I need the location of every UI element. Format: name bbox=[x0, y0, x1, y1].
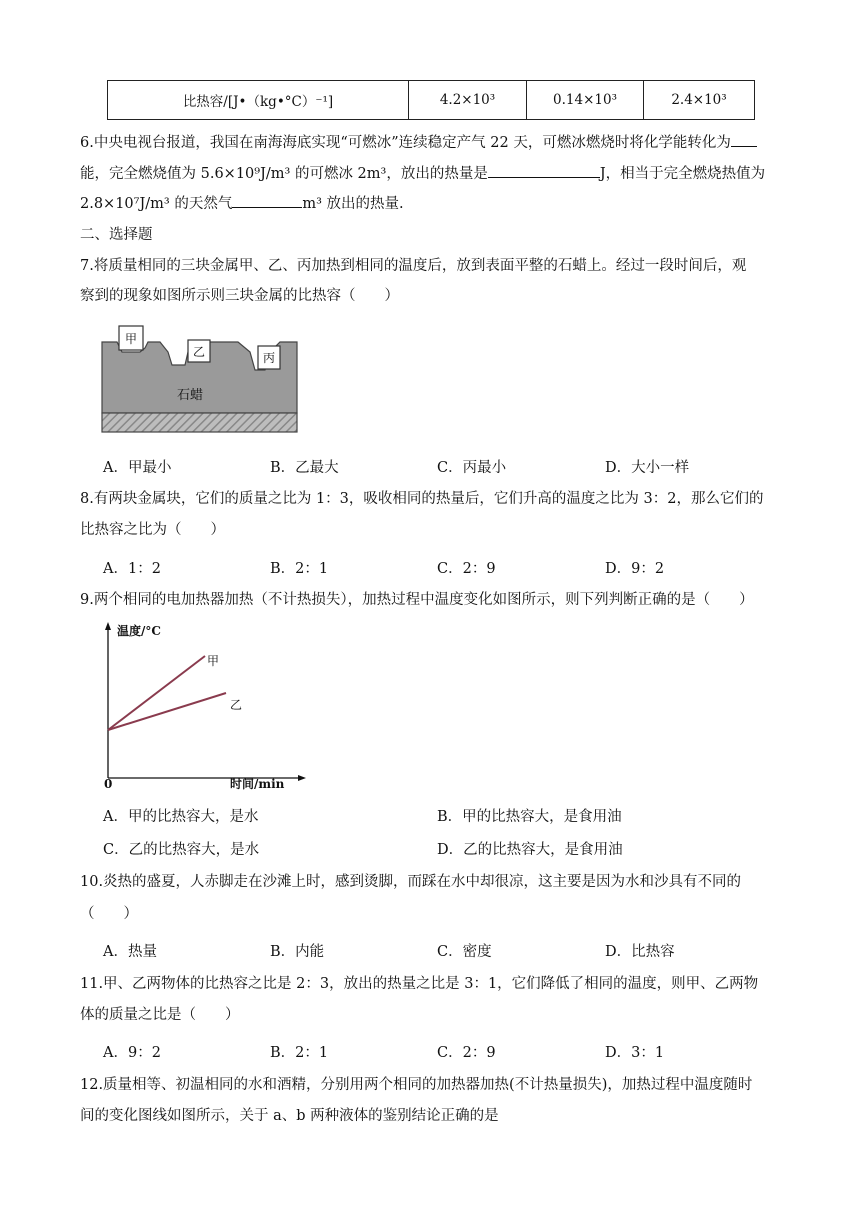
table-cell: 0.14×10³ bbox=[527, 81, 644, 120]
table-cell: 4.2×10³ bbox=[409, 81, 527, 120]
question-11-line-2: 体的质量之比是（ ） bbox=[80, 1007, 240, 1023]
label-jia: 甲 bbox=[124, 332, 138, 346]
temperature-graph bbox=[95, 618, 310, 793]
section-heading: 二、选择题 bbox=[80, 227, 153, 243]
y-axis-label: 温度/°C bbox=[117, 624, 161, 638]
label-yi: 乙 bbox=[192, 345, 206, 359]
origin-label: 0 bbox=[104, 777, 113, 791]
option-a: A．1：2 bbox=[103, 561, 161, 577]
base-hatch bbox=[102, 413, 297, 432]
option-c: C．密度 bbox=[437, 944, 492, 960]
question-8-line-2: 比热容之比为（ ） bbox=[80, 522, 225, 538]
option-b: B．2：1 bbox=[270, 1045, 329, 1061]
option-d: D．大小一样 bbox=[605, 460, 690, 476]
x-axis-arrow bbox=[298, 775, 306, 781]
option-a: A．9：2 bbox=[103, 1045, 161, 1061]
blank bbox=[731, 132, 757, 147]
option-b: B．乙最大 bbox=[270, 460, 339, 476]
y-axis-arrow bbox=[105, 622, 111, 630]
question-12-line-2: 间的变化图线如图所示，关于 a、b 两种液体的鉴别结论正确的是 bbox=[80, 1108, 499, 1124]
option-c: C．2：9 bbox=[437, 561, 496, 577]
question-9-line-1: 9.两个相同的电加热器加热（不计热损失），加热过程中温度变化如图所示，则下列判断正确的是（ ） bbox=[80, 592, 754, 608]
option-a: A．热量 bbox=[103, 944, 157, 960]
label-wax: 石蜡 bbox=[176, 388, 204, 403]
wax-figure bbox=[100, 320, 300, 435]
label-jia: 甲 bbox=[207, 654, 220, 668]
question-12-line-1: 12.质量相等、初温相同的水和酒精，分别用两个相同的加热器加热(不计热量损失)，加热过程中温度随时 bbox=[80, 1077, 753, 1093]
line-yi bbox=[108, 693, 226, 730]
blank bbox=[232, 193, 302, 208]
label-bing: 丙 bbox=[262, 351, 276, 365]
option-c: C．乙的比热容大，是水 bbox=[103, 842, 260, 858]
question-10-line-2: （ ） bbox=[80, 906, 138, 922]
option-d: D．9：2 bbox=[605, 561, 665, 577]
option-a: A．甲的比热容大，是水 bbox=[103, 809, 259, 825]
option-b: B．内能 bbox=[270, 944, 325, 960]
question-11-line-1: 11.甲、乙两物体的比热容之比是 2：3，放出的热量之比是 3：1，它们降低了相同的温度，则甲、乙两物 bbox=[80, 976, 759, 992]
option-d: D．乙的比热容大，是食用油 bbox=[437, 842, 623, 858]
question-6-line-3: 2.8×10⁷J/m³ 的天然气 m³ 放出的热量. bbox=[80, 193, 404, 215]
option-c: C．丙最小 bbox=[437, 460, 507, 476]
label-yi: 乙 bbox=[230, 698, 243, 712]
option-b: B．2：1 bbox=[270, 561, 329, 577]
question-8-line-1: 8.有两块金属块，它们的质量之比为 1：3，吸收相同的热量后，它们升高的温度之比为 3：2，那么它们的 bbox=[80, 491, 764, 507]
table-cell: 2.4×10³ bbox=[644, 81, 755, 120]
specific-heat-table bbox=[107, 80, 755, 120]
option-d: D．3：1 bbox=[605, 1045, 665, 1061]
option-c: C．2：9 bbox=[437, 1045, 496, 1061]
table-label: 比热容/[J•（kg•°C）⁻¹] bbox=[108, 81, 409, 120]
question-6-line-2: 能，完全燃烧值为 5.6×10⁹J/m³ 的可燃冰 2m³，放出的热量是 J，相当于完全燃烧热值为 bbox=[80, 163, 765, 185]
question-7-line-1: 7.将质量相同的三块金属甲、乙、丙加热到相同的温度后，放到表面平整的石蜡上。经过一段时间后，观 bbox=[80, 258, 747, 274]
blank bbox=[488, 163, 600, 178]
line-jia bbox=[108, 656, 205, 730]
option-b: B．甲的比热容大，是食用油 bbox=[437, 809, 622, 825]
x-axis-label: 时间/min bbox=[230, 777, 285, 791]
question-6-line-1: 6.中央电视台报道，我国在南海海底实现“可燃冰”连续稳定产气 22 天，可燃冰燃烧时将化学能转化为 bbox=[80, 132, 757, 154]
question-10-line-1: 10.炎热的盛夏，人赤脚走在沙滩上时，感到烫脚，而踩在水中却很凉，这主要是因为水和沙具有不同的 bbox=[80, 874, 742, 890]
option-d: D．比热容 bbox=[605, 944, 675, 960]
question-7-line-2: 察到的现象如图所示则三块金属的比热容（ ） bbox=[80, 288, 399, 304]
option-a: A．甲最小 bbox=[103, 460, 172, 476]
